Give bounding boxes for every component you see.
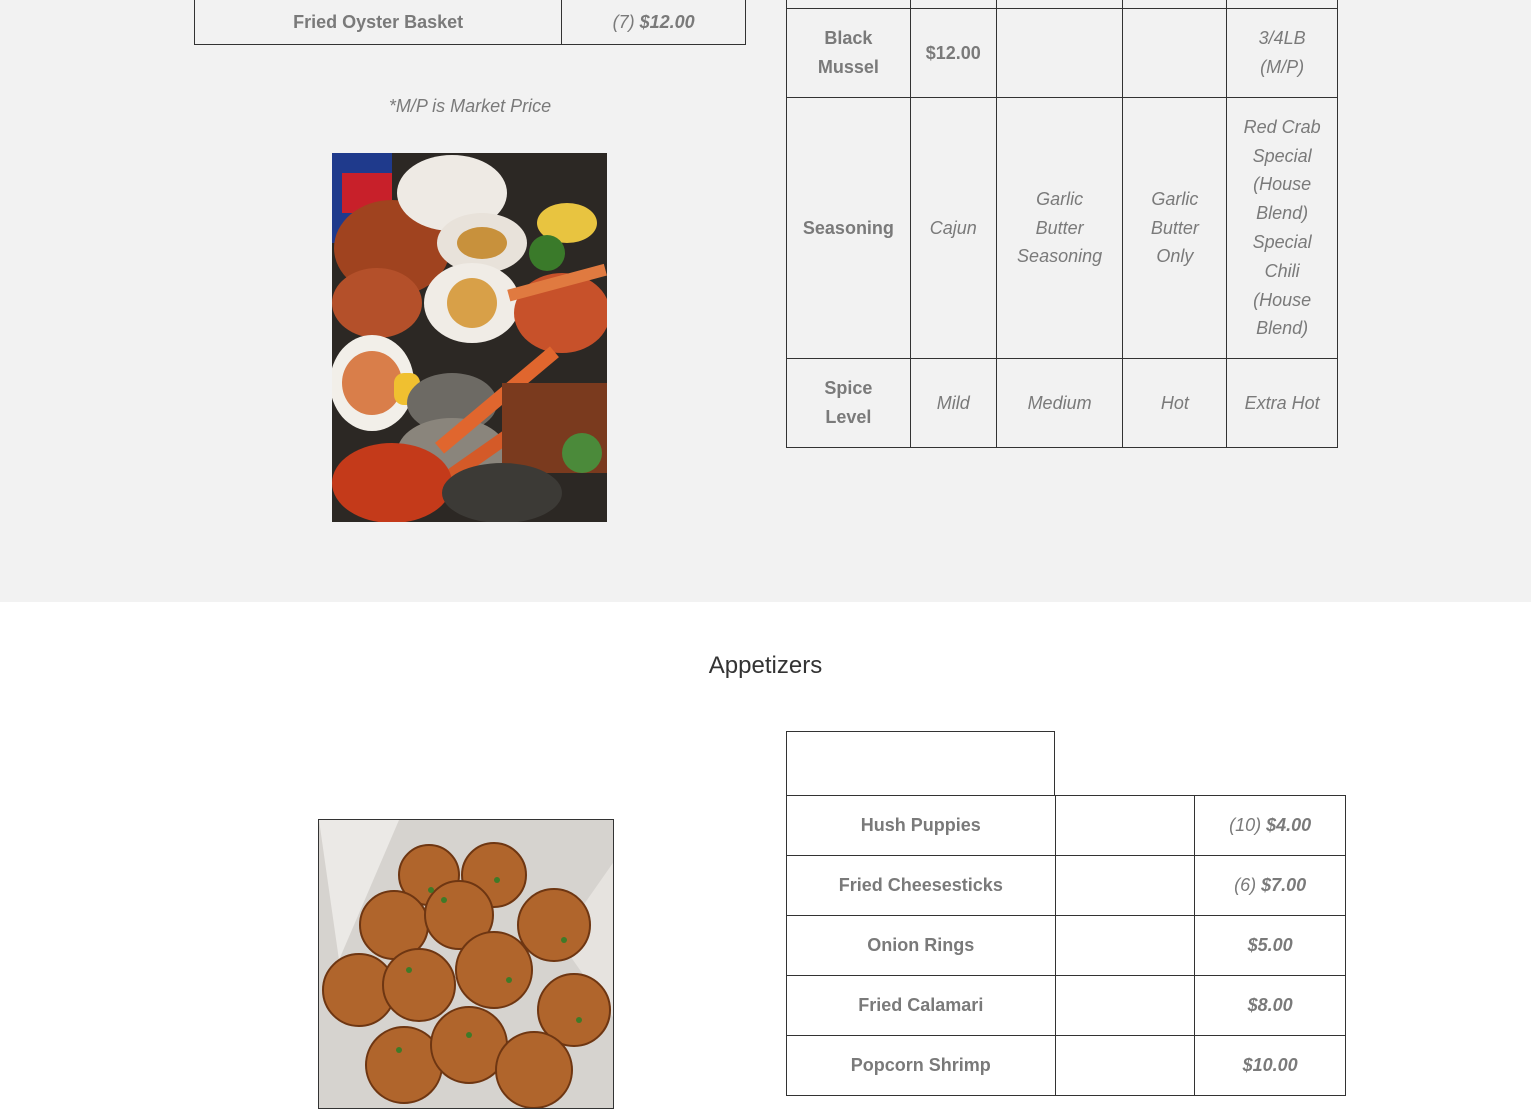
- seasoning-cajun: Cajun: [910, 98, 996, 359]
- seafood-boil-illustration: [332, 153, 607, 522]
- table-row: [787, 976, 1346, 1036]
- table-row: [195, 0, 746, 45]
- seafood-boil-image: [332, 153, 607, 522]
- basket-price: $12.00: [639, 12, 695, 32]
- table-row: [787, 796, 1346, 856]
- appetizer-name: Fried Cheesesticks: [787, 856, 1056, 916]
- spice-mild: Mild: [910, 359, 996, 448]
- appetizers-table: [786, 795, 1346, 1096]
- options-table: [786, 0, 1338, 448]
- table-row: [787, 98, 1338, 359]
- appetizers-header-cell: [786, 731, 1055, 796]
- mussel-weight: 3/4LB (M/P): [1227, 9, 1338, 98]
- appetizer-price-cell: $10.00: [1195, 1036, 1346, 1096]
- seasoning-label: Seasoning: [787, 98, 911, 359]
- table-row: [787, 9, 1338, 98]
- basket-count: (7): [612, 12, 635, 32]
- appetizer-price-cell: $8.00: [1195, 976, 1346, 1036]
- appetizer-name: Fried Calamari: [787, 976, 1056, 1036]
- table-row: [787, 856, 1346, 916]
- table-row: [787, 359, 1338, 448]
- table-row: [787, 1036, 1346, 1096]
- mussel-price: $12.00: [910, 9, 996, 98]
- appetizer-price-cell: (6) $7.00: [1195, 856, 1346, 916]
- seasoning-garlic-butter-only: Garlic Butter Only: [1123, 98, 1227, 359]
- spice-label: Spice Level: [787, 359, 911, 448]
- table-row: [787, 0, 1338, 9]
- spice-extra-hot: Extra Hot: [1227, 359, 1338, 448]
- basket-price-cell: [562, 0, 746, 45]
- spice-medium: Medium: [996, 359, 1123, 448]
- appetizer-price-cell: $5.00: [1195, 916, 1346, 976]
- hush-puppies-illustration: [319, 820, 614, 1109]
- mussel-label: Black Mussel: [787, 9, 911, 98]
- table-row: [787, 916, 1346, 976]
- appetizer-name: Hush Puppies: [787, 796, 1056, 856]
- seasoning-red-crab-special: Red Crab Special (House Blend) Special Chili (House Blend): [1227, 98, 1338, 359]
- hush-puppies-image: [318, 819, 614, 1109]
- seasoning-garlic-butter-seasoning: Garlic Butter Seasoning: [996, 98, 1123, 359]
- appetizer-name: Onion Rings: [787, 916, 1056, 976]
- appetizer-price-cell: (10) $4.00: [1195, 796, 1346, 856]
- appetizer-name: Popcorn Shrimp: [787, 1036, 1056, 1096]
- appetizers-title: Appetizers: [708, 652, 823, 679]
- market-price-note: *M/P is Market Price: [388, 96, 552, 116]
- spice-hot: Hot: [1123, 359, 1227, 448]
- basket-table: [194, 0, 746, 45]
- basket-item-name: Fried Oyster Basket: [195, 0, 562, 45]
